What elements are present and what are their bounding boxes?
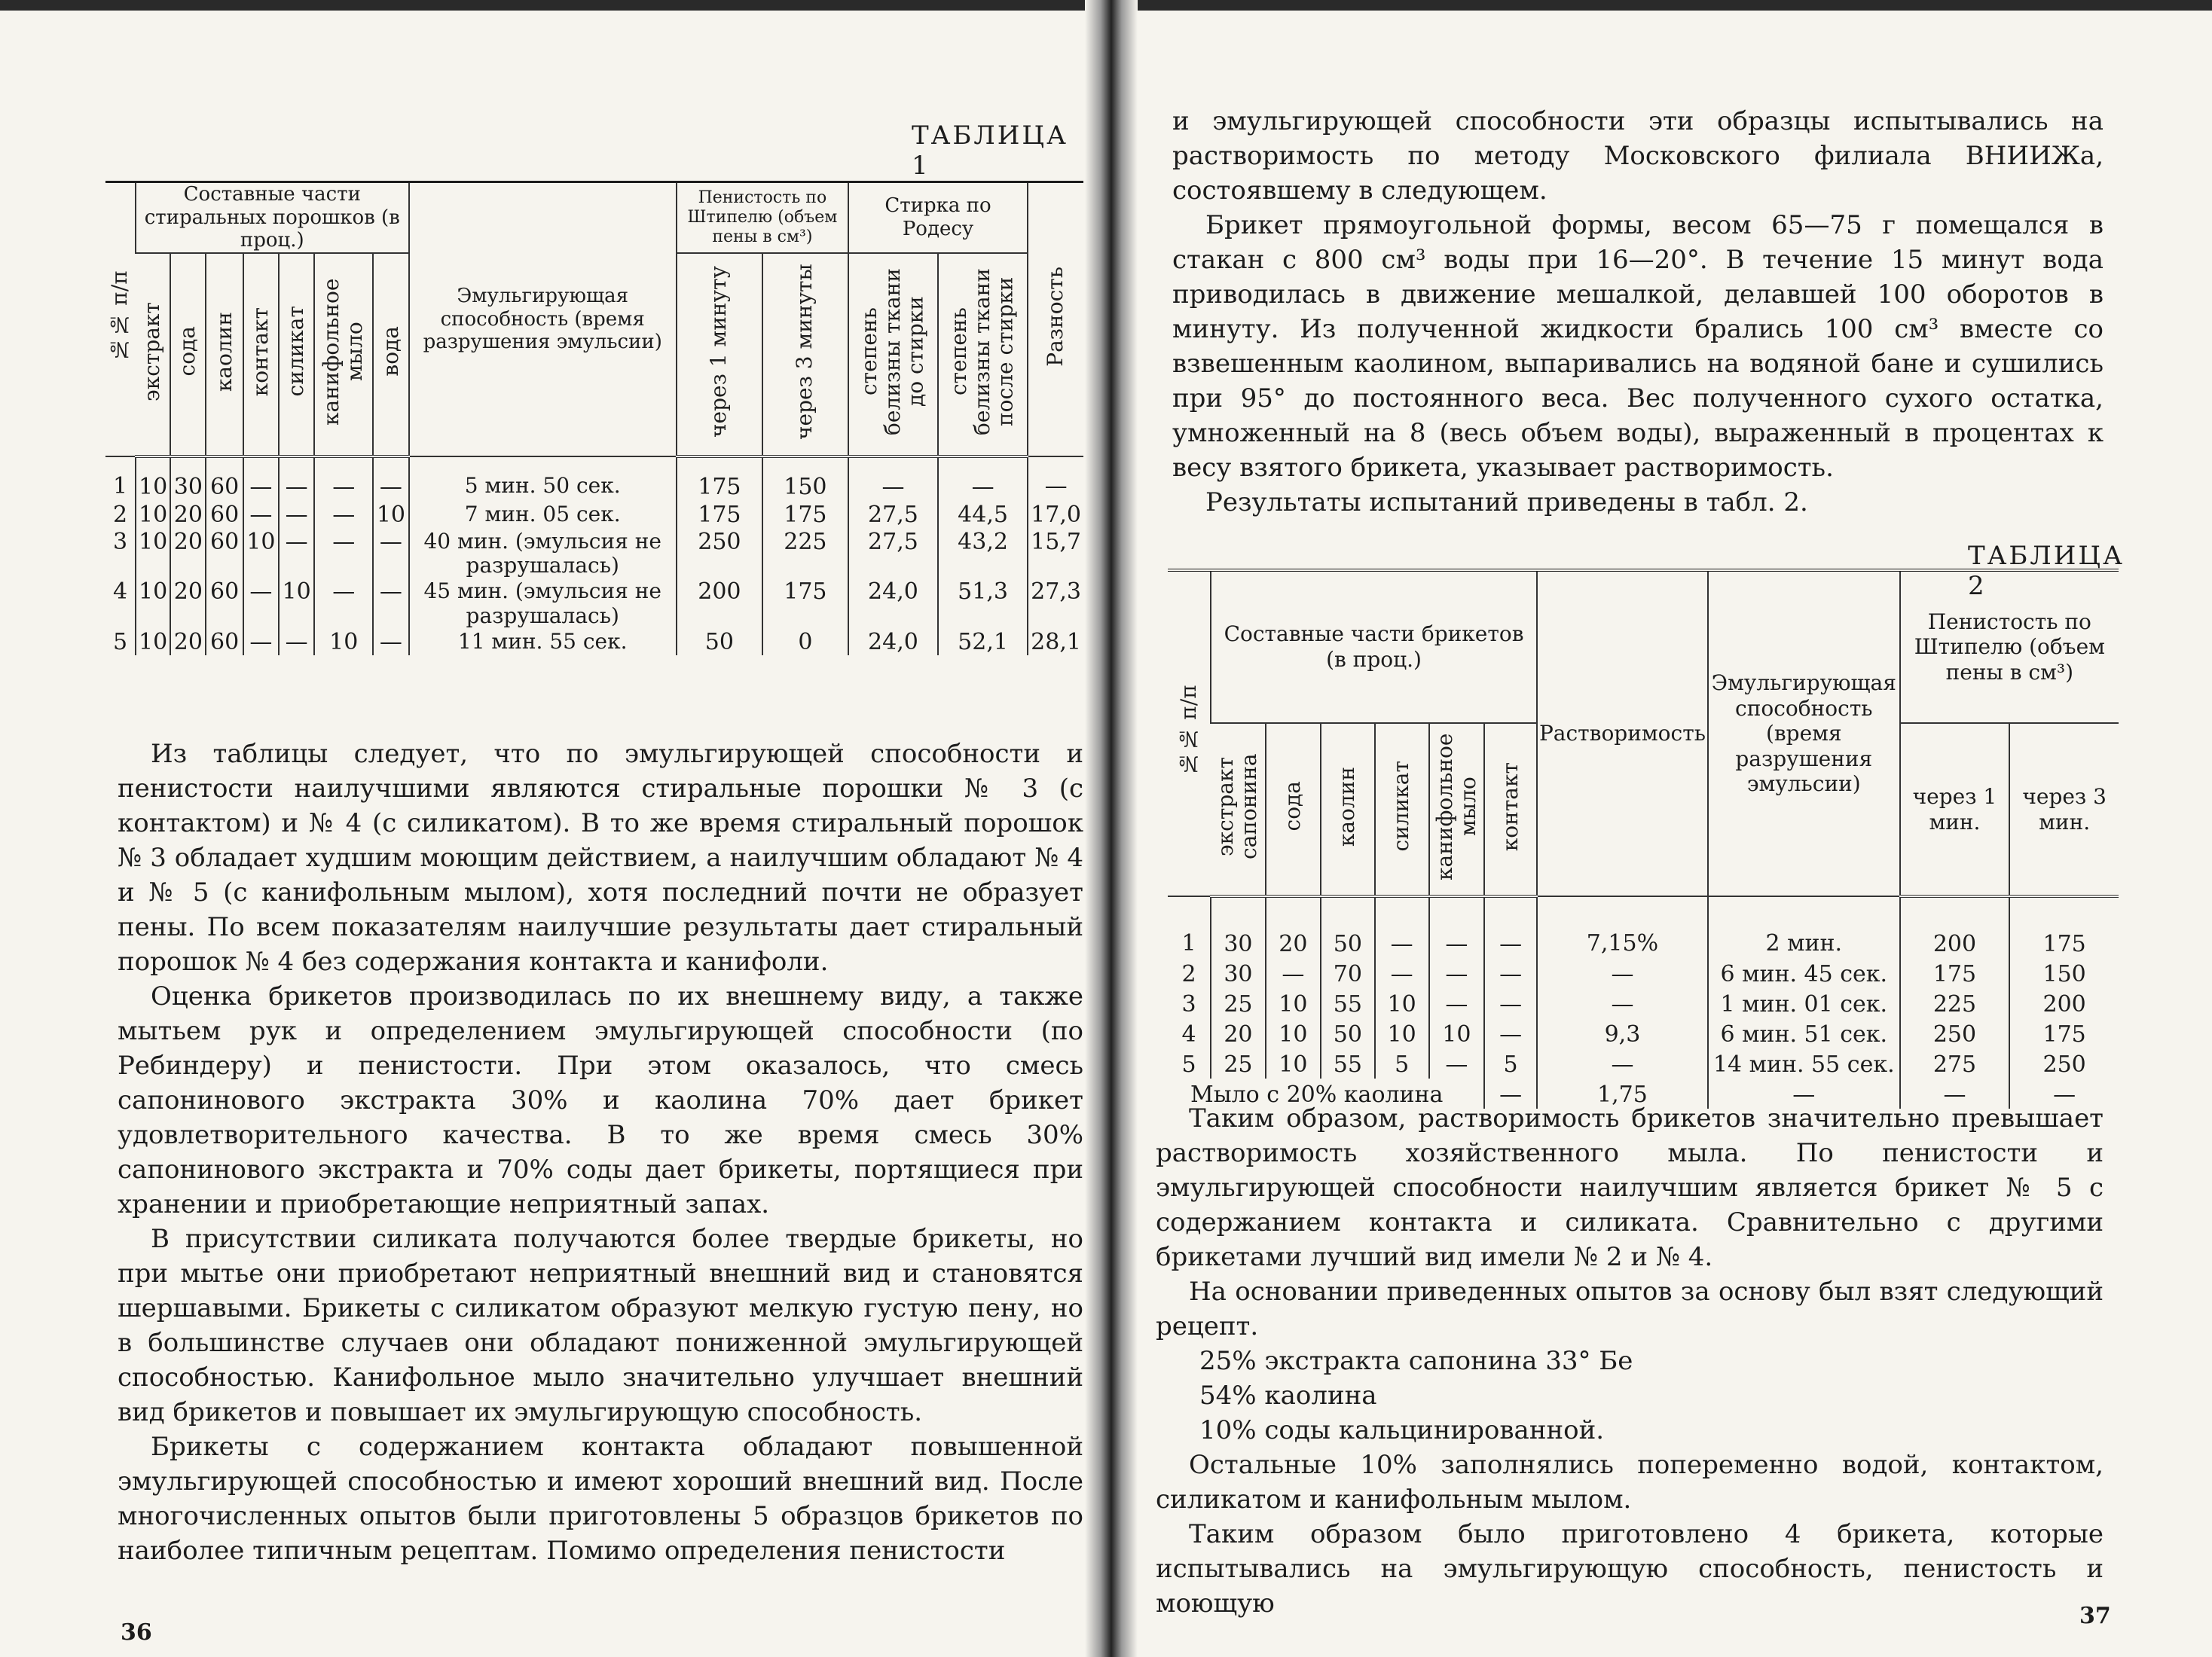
paragraph: Оценка брикетов производилась по их внешнему виду, а также мытьем рук и определением эмульгирующей способности (по Ребиндеру) и пенистости. При этом оказалось, что смесь сапонинового экстракта 30% и каолина 70% дает брикет удовлетворительного качества. В то же время смесь 30% сапонинового экстракта и 70% соды дает брикеты, портящиеся при хранении и приобретающие неприятный запах. bbox=[118, 981, 1083, 1219]
table-cell: 40 мин. (эмульсия не разрушалась) bbox=[409, 528, 677, 578]
table-cell: 50 bbox=[1321, 1018, 1375, 1048]
table-cell: 20 bbox=[1211, 1018, 1266, 1048]
table-cell: — bbox=[2009, 1079, 2119, 1109]
table-cell: 200 bbox=[1900, 896, 2010, 958]
table-cell: 225 bbox=[762, 528, 848, 578]
table-cell: — bbox=[848, 456, 938, 501]
t1-sub-contact: контакт bbox=[243, 253, 279, 456]
table-cell: 10 bbox=[136, 628, 170, 656]
table-cell: 1 мин. 01 сек. bbox=[1708, 988, 1900, 1018]
table-row bbox=[1168, 1018, 2119, 1048]
recipe-item: 54% каолина bbox=[1199, 1381, 1377, 1411]
table-cell: 5 bbox=[1484, 1048, 1537, 1079]
table-row bbox=[105, 456, 1083, 501]
table-cell: 10 bbox=[1266, 1048, 1321, 1079]
table-cell: 51,3 bbox=[938, 578, 1028, 627]
right-top-text bbox=[1172, 104, 2104, 520]
table-cell: 3 bbox=[112, 529, 128, 556]
t2-sub-soda: сода bbox=[1266, 723, 1321, 896]
table-cell: 6 мин. 51 сек. bbox=[1708, 1018, 1900, 1048]
table-cell: 70 bbox=[1321, 958, 1375, 988]
table-cell: — bbox=[1537, 958, 1708, 988]
table2-title: ТАБЛИЦА 2 bbox=[1968, 541, 2125, 601]
t2-h-solubility: Растворимость bbox=[1537, 570, 1708, 896]
table-cell: 20 bbox=[170, 628, 206, 656]
table-cell: 30 bbox=[170, 456, 206, 501]
table-row bbox=[1168, 896, 2119, 958]
recipe-item: 10% соды кальцинированной. bbox=[1199, 1415, 1605, 1445]
page-left bbox=[105, 0, 1085, 1657]
table-cell: 30 bbox=[1211, 896, 1266, 958]
table-cell: — bbox=[243, 628, 279, 656]
t1-h-num: №№ п/п bbox=[105, 182, 136, 457]
table-cell: 10 bbox=[136, 528, 170, 578]
table-cell: 175 bbox=[677, 501, 762, 529]
table-cell: 10 bbox=[136, 501, 170, 529]
table-cell: — bbox=[1537, 988, 1708, 1018]
table-row bbox=[105, 528, 1083, 578]
table-cell: 43,2 bbox=[938, 528, 1028, 578]
table-cell: 150 bbox=[762, 456, 848, 501]
table-cell: 25 bbox=[1211, 988, 1266, 1018]
table-cell: — bbox=[1375, 958, 1429, 988]
left-body-text bbox=[118, 737, 1083, 1568]
table-cell: 14 мин. 55 сек. bbox=[1708, 1048, 1900, 1079]
recipe-item: 25% экстракта сапонина 33° Бе bbox=[1199, 1346, 1633, 1376]
table-cell: 10 bbox=[136, 578, 170, 627]
paragraph: В присутствии силиката получаются более твердые брикеты, но при мытье они приобретают неприятный внешний вид и становятся шершавыми. Брикеты с силикатом образуют мелкую густую пену, но в большинстве случаев они обладают пониженной эмульгирующей способностью. Канифольное мыло значительно улучшает внешний вид брикетов и повышает их эмульгирующую способность. bbox=[118, 1224, 1083, 1427]
table-cell: — bbox=[1484, 1018, 1537, 1048]
t1-h-diff: Разность bbox=[1028, 182, 1083, 457]
t1-sub-wash-before: степень белизны ткани до стирки bbox=[848, 253, 938, 456]
table-cell: 0 bbox=[762, 628, 848, 656]
table-cell: 20 bbox=[1266, 896, 1321, 958]
table-cell: — bbox=[373, 628, 408, 656]
t2-sub-extract: экстракт сапонина bbox=[1211, 723, 1266, 896]
t2-h-components: Составные части брикетов (в проц.) bbox=[1211, 570, 1537, 723]
table-cell: 225 bbox=[1900, 988, 2010, 1018]
t1-sub-kaolin: каолин bbox=[206, 253, 243, 456]
table-cell: 200 bbox=[2009, 988, 2119, 1018]
table-cell: — bbox=[1484, 988, 1537, 1018]
table-cell: 250 bbox=[2009, 1048, 2119, 1079]
page-number-left: 36 bbox=[121, 1619, 152, 1646]
t1-h-foam: Пенистость по Штипелю (объем пены в см³) bbox=[677, 182, 848, 254]
soap-label: Мыло с 20% каолина bbox=[1190, 1082, 1444, 1108]
table-cell: 1 bbox=[112, 473, 128, 500]
table-cell: 45 мин. (эмульсия не разрушалась) bbox=[409, 578, 677, 627]
table-cell: 24,0 bbox=[848, 628, 938, 656]
table-cell: — bbox=[314, 578, 373, 627]
table-cell: 15,7 bbox=[1028, 528, 1083, 578]
table-cell: 200 bbox=[677, 578, 762, 627]
t2-sub-foam-1: через 1 мин. bbox=[1900, 723, 2010, 896]
table-cell: 175 bbox=[2009, 896, 2119, 958]
paragraph: Таким образом было приготовлено 4 брикета, которые испытывались на эмульгирующую способность, пенистость и моющую bbox=[1156, 1519, 2104, 1619]
table-cell: 50 bbox=[1321, 896, 1375, 958]
table-cell: 60 bbox=[206, 528, 243, 578]
table-cell: 7 мин. 05 сек. bbox=[409, 501, 677, 529]
table-cell: 175 bbox=[1900, 958, 2010, 988]
table-cell: 9,3 bbox=[1537, 1018, 1708, 1048]
paragraph: Брикет прямоугольной формы, весом 65—75 г помещался в стакан с 800 см³ воды при 16—20°. В течение 15 минут вода приводилась в движение мешалкой, делавшей 100 оборотов в минуту. Из полученной жидкости брались 100 см³ вместе со взвешенным каолином, выпаривались на водяной бане и сушились при 95° до постоянного веса. Вес полученного сухого остатка, умноженный на 8 (весь объем воды), выраженный в процентах к весу взятого брикета, указывает растворимость. bbox=[1172, 210, 2104, 483]
table-cell: 24,0 bbox=[848, 578, 938, 627]
table-cell: 5 bbox=[112, 628, 128, 655]
t2-sub-foam-3: через 3 мин. bbox=[2009, 723, 2119, 896]
table-cell: 60 bbox=[206, 628, 243, 656]
table-row bbox=[1168, 958, 2119, 988]
t1-sub-water: вода bbox=[373, 253, 408, 456]
table-cell: 275 bbox=[1900, 1048, 2010, 1079]
table-cell: 52,1 bbox=[938, 628, 1028, 656]
t1-sub-silicate: силикат bbox=[279, 253, 314, 456]
page-number-right: 37 bbox=[2079, 1603, 2111, 1629]
table-cell: 3 bbox=[1181, 991, 1196, 1018]
table-cell: — bbox=[1537, 1048, 1708, 1079]
table-cell: 10 bbox=[1375, 1018, 1429, 1048]
t1-sub-extract: экстракт bbox=[136, 253, 170, 456]
paragraph: Результаты испытаний приведены в табл. 2. bbox=[1205, 487, 1808, 517]
table-cell: 10 bbox=[279, 578, 314, 627]
table-cell: 10 bbox=[1429, 1018, 1485, 1048]
table-cell: 175 bbox=[677, 456, 762, 501]
table-cell: — bbox=[373, 456, 408, 501]
table-cell: 150 bbox=[2009, 958, 2119, 988]
table-cell: — bbox=[1484, 958, 1537, 988]
table-cell: — bbox=[279, 501, 314, 529]
t2-h-num: №№ п/п bbox=[1168, 570, 1211, 896]
table-cell: 55 bbox=[1321, 1048, 1375, 1079]
table-cell: 60 bbox=[206, 501, 243, 529]
paragraph: и эмульгирующей способности эти образцы испытывались на растворимость по методу Московского филиала ВНИИЖа, состоявшему в следующем. bbox=[1172, 106, 2104, 206]
table-cell: — bbox=[1429, 958, 1485, 988]
table-cell: — bbox=[1429, 988, 1485, 1018]
table-cell: 6 мин. 45 сек. bbox=[1708, 958, 1900, 988]
paragraph: Таким образом, растворимость брикетов значительно превышает растворимость хозяйственного мыла. По пенистости и эмульгирующей способности наилучшим является брикет № 5 с содержанием контакта и силиката. Сравнительно с другими брикетами лучший вид имели № 2 и № 4. bbox=[1156, 1103, 2104, 1272]
table-cell: — bbox=[373, 528, 408, 578]
table-cell: — bbox=[314, 456, 373, 501]
table-cell: 28,1 bbox=[1028, 628, 1083, 656]
table-cell: 175 bbox=[2009, 1018, 2119, 1048]
table-cell: 10 bbox=[314, 628, 373, 656]
table-row bbox=[105, 501, 1083, 529]
table-cell: — bbox=[243, 578, 279, 627]
t2-sub-kaolin: каолин bbox=[1321, 723, 1375, 896]
table-cell: 4 bbox=[1181, 1021, 1196, 1048]
paragraph: Брикеты с содержанием контакта обладают повышенной эмульгирующей способностью и имеют хороший внешний вид. После многочисленных опытов были приготовлены 5 образцов брикетов по наиболее типичным рецептам. Помимо определения пенистости bbox=[118, 1432, 1083, 1566]
table-cell: 5 bbox=[1375, 1048, 1429, 1079]
table-cell: 2 bbox=[1181, 961, 1196, 987]
table-cell: — bbox=[1708, 1079, 1900, 1109]
table-cell: — bbox=[1484, 1079, 1537, 1109]
table-cell: — bbox=[1484, 896, 1537, 958]
table-cell: 175 bbox=[762, 578, 848, 627]
t1-h-components: Составные части стиральных порошков (в проц.) bbox=[136, 182, 408, 254]
table-cell: — bbox=[279, 628, 314, 656]
paragraph: Остальные 10% заполнялись попеременно водой, контактом, силикатом и канифольным мылом. bbox=[1156, 1450, 2104, 1515]
t1-sub-foam-1: через 1 минуту bbox=[677, 253, 762, 456]
table-cell: — bbox=[1429, 896, 1485, 958]
table-cell: 11 мин. 55 сек. bbox=[409, 628, 677, 656]
table-cell: 250 bbox=[677, 528, 762, 578]
table-1 bbox=[105, 181, 1083, 655]
table-cell: 25 bbox=[1211, 1048, 1266, 1079]
table-cell: 27,5 bbox=[848, 501, 938, 529]
table-cell: 10 bbox=[1266, 1018, 1321, 1048]
table-cell: 27,5 bbox=[848, 528, 938, 578]
book-spine bbox=[1085, 0, 1138, 1657]
table-cell: — bbox=[279, 528, 314, 578]
table-cell: — bbox=[1028, 456, 1083, 501]
table-row bbox=[1168, 988, 2119, 1018]
right-bottom-text bbox=[1156, 1101, 2104, 1621]
t1-sub-wash-after: степень белизны ткани после стирки bbox=[938, 253, 1028, 456]
table-cell: 17,0 bbox=[1028, 501, 1083, 529]
table-cell: 2 мин. bbox=[1708, 896, 1900, 958]
table-cell: 30 bbox=[1211, 958, 1266, 988]
table-cell: 55 bbox=[1321, 988, 1375, 1018]
page-right bbox=[1145, 0, 2132, 1657]
t2-sub-contact: контакт bbox=[1484, 723, 1537, 896]
table-cell: — bbox=[373, 578, 408, 627]
t2-h-foam: Пенистость по Штипелю (объем пены в см³) bbox=[1900, 570, 2119, 723]
table-cell: — bbox=[1429, 1048, 1485, 1079]
table-cell: 20 bbox=[170, 528, 206, 578]
table-cell: 10 bbox=[373, 501, 408, 529]
t1-sub-rosin-soap: канифольное мыло bbox=[314, 253, 373, 456]
table-cell: 175 bbox=[762, 501, 848, 529]
table-cell: — bbox=[314, 528, 373, 578]
table-cell: 4 bbox=[112, 578, 128, 606]
table-2 bbox=[1168, 569, 2119, 1109]
table-cell: 20 bbox=[170, 501, 206, 529]
t1-sub-foam-3: через 3 минуты bbox=[762, 253, 848, 456]
table-cell: 1,75 bbox=[1537, 1079, 1708, 1109]
table-cell: 2 bbox=[112, 501, 128, 528]
table1-title: ТАБЛИЦА 1 bbox=[912, 121, 1068, 181]
table-cell: 10 bbox=[1375, 988, 1429, 1018]
table-cell: — bbox=[1375, 896, 1429, 958]
table-row bbox=[105, 578, 1083, 627]
t1-h-wash: Стирка по Родесу bbox=[848, 182, 1028, 254]
table-cell: 10 bbox=[243, 528, 279, 578]
table-cell: 1 bbox=[1181, 930, 1196, 957]
table-cell: 10 bbox=[1266, 988, 1321, 1018]
table-cell: 44,5 bbox=[938, 501, 1028, 529]
table-cell: — bbox=[243, 456, 279, 501]
paragraph: Из таблицы следует, что по эмульгирующей способности и пенистости наилучшими являются стиральные порошки № 3 (с контактом) и № 4 (с силикатом). В то же время стиральный порошок № 3 обладает худшим моющим действием, а наилучшим обладают № 4 и № 5 (с канифольным мылом), хотя последний почти не образует пены. По всем показателям наилучшие результаты дает стиральный порошок № 4 без содержания контакта и канифоли. bbox=[118, 739, 1083, 977]
t1-h-emulsify: Эмульгирующая способность (время разрушения эмульсии) bbox=[409, 182, 677, 457]
table-cell: — bbox=[314, 501, 373, 529]
table-row bbox=[1168, 1048, 2119, 1079]
table-cell: 50 bbox=[677, 628, 762, 656]
table-cell: 5 bbox=[1181, 1051, 1196, 1078]
table-cell: — bbox=[279, 456, 314, 501]
table-cell: — bbox=[243, 501, 279, 529]
table-cell: — bbox=[1266, 958, 1321, 988]
t1-sub-soda: сода bbox=[170, 253, 206, 456]
table-cell: — bbox=[1900, 1079, 2010, 1109]
t2-h-emulsify: Эмульгирующая способность (время разрушения эмульсии) bbox=[1708, 570, 1900, 896]
table-cell: — bbox=[938, 456, 1028, 501]
table-cell: 7,15% bbox=[1537, 896, 1708, 958]
t2-sub-rosin-soap: канифольное мыло bbox=[1429, 723, 1485, 896]
table-cell: 60 bbox=[206, 456, 243, 501]
paragraph: На основании приведенных опытов за основу был взят следующий рецепт. bbox=[1156, 1277, 2104, 1341]
t2-sub-silicate: силикат bbox=[1375, 723, 1429, 896]
table-cell: 10 bbox=[136, 456, 170, 501]
table-cell: 20 bbox=[170, 578, 206, 627]
table-cell: 5 мин. 50 сек. bbox=[409, 456, 677, 501]
table-cell: 27,3 bbox=[1028, 578, 1083, 627]
table-row bbox=[105, 628, 1083, 656]
table-cell: 250 bbox=[1900, 1018, 2010, 1048]
table-cell: 60 bbox=[206, 578, 243, 627]
